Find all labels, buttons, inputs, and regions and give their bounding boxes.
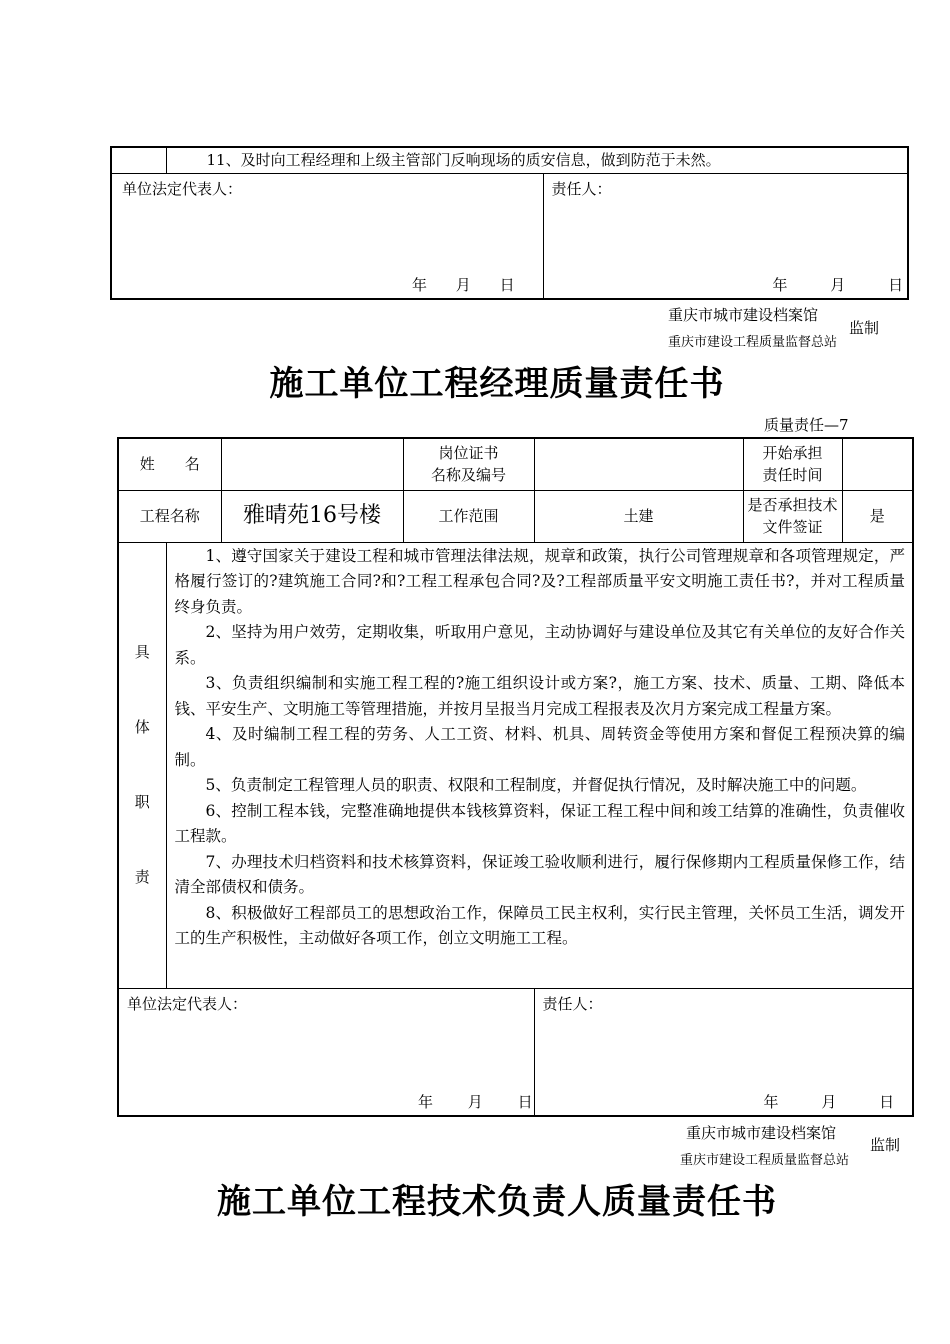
archive-org-name: 重庆市城市建设档案馆 (686, 1124, 837, 1142)
responsible-date (764, 1091, 895, 1113)
cert-label (403, 438, 534, 490)
date-day: 日 (499, 275, 515, 294)
responsible-cell (543, 173, 908, 299)
cert-label-line2: 名称及编号 (431, 466, 507, 485)
legal-rep-date (412, 274, 515, 296)
supervise-label: 监制 (849, 319, 880, 337)
start-time-value (842, 438, 913, 490)
date-year: 年 (772, 275, 788, 294)
duty-item: 4、及时编制工程工程的劳务、人工工资、材料、机具、周转资金等使用方案和督促工程预决算的编制。 (174, 725, 906, 769)
duties-list (166, 542, 913, 988)
responsible-label: 责任人： (551, 179, 612, 198)
date-day: 日 (517, 1092, 533, 1111)
duty-char: 责 (134, 868, 150, 886)
duty-item: 6、控制工程本钱，完整准确地提供本钱核算资料，保证工程工程中间和竣工结算的准确性，负责催收工程款。 (174, 801, 906, 845)
tech-sign-label (743, 490, 842, 542)
legal-rep-cell (118, 988, 534, 1116)
duty-item: 2、坚持为用户效劳，定期收集，听取用户意见，主动协调好与建设单位及其它有关单位的友好合作关系。 (174, 623, 906, 667)
quality-station-name: 重庆市建设工程质量监督总站 (668, 335, 838, 350)
duty-char: 具 (134, 643, 150, 661)
date-month: 月 (821, 1092, 837, 1111)
duty-label-cell (111, 147, 166, 173)
duty-char: 职 (134, 793, 150, 811)
start-time-label (743, 438, 842, 490)
form-code: 质量责任—7 (764, 416, 849, 434)
tech-sign-label-line2: 文件签证 (762, 518, 823, 536)
responsible-cell (534, 988, 913, 1116)
cert-value (534, 438, 743, 490)
manager-responsibility-table (117, 437, 914, 1117)
date-day: 日 (879, 1092, 895, 1111)
duty-char: 体 (134, 718, 150, 736)
responsible-label: 责任人： (542, 994, 603, 1013)
duty-item-11: 11、及时向工程经理和上级主管部门反响现场的质安信息，做到防范于未然。 (166, 147, 908, 173)
tech-sign-value: 是 (842, 490, 913, 542)
start-time-label-line2: 责任时间 (762, 466, 823, 485)
project-name-value: 雅晴苑16号楼 (221, 490, 403, 542)
date-year: 年 (763, 1092, 779, 1111)
page-title: 施工单位工程经理质量责任书 (269, 364, 725, 404)
date-month: 月 (467, 1092, 483, 1111)
duty-item: 7、办理技术归档资料和技术核算资料，保证竣工验收顺利进行，履行保修期内工程质量保修工作，结清全部债权和债务。 (174, 852, 906, 896)
date-year: 年 (418, 1092, 434, 1111)
legal-rep-cell (111, 173, 543, 299)
date-day: 日 (888, 275, 904, 294)
previous-form-table (110, 146, 909, 300)
work-scope-label: 工作范围 (403, 490, 534, 542)
archive-org-name: 重庆市城市建设档案馆 (668, 306, 819, 324)
responsible-date (773, 274, 904, 296)
quality-station-name: 重庆市建设工程质量监督总站 (680, 1153, 850, 1168)
supervise-label: 监制 (870, 1136, 901, 1154)
specific-duties-label (118, 542, 166, 988)
legal-rep-label: 单位法定代表人： (122, 179, 243, 198)
date-month: 月 (830, 275, 846, 294)
duty-item: 5、负责制定工程管理人员的职责、权限和工程制度，并督促执行情况，及时解决施工中的问题。 (205, 776, 867, 794)
duty-item: 1、遵守国家关于建设工程和城市管理法律法规，规章和政策，执行公司管理规章和各项管理规定，严格履行签订的?建筑施工合同?和?工程工程承包合同?及?工程部质量平安文明施工责任书?，并对工程质量终身负责。 (174, 546, 906, 616)
legal-rep-label: 单位法定代表人： (127, 994, 248, 1013)
name-value (221, 438, 403, 490)
next-page-title: 施工单位工程技术负责人质量责任书 (217, 1182, 777, 1222)
name-label: 姓 名 (118, 438, 221, 490)
date-month: 月 (455, 275, 471, 294)
work-scope-value: 土建 (534, 490, 743, 542)
start-time-label-line1: 开始承担 (762, 444, 823, 463)
cert-label-line1: 岗位证书 (438, 444, 499, 463)
project-name-label: 工程名称 (118, 490, 221, 542)
duty-item: 3、负责组织编制和实施工程工程的?施工组织设计或方案?，施工方案、技术、质量、工期、降低本钱、平安生产、文明施工等管理措施，并按月呈报当月完成工程报表及次月方案完成工程量方案。 (174, 674, 906, 718)
duty-item: 8、积极做好工程部员工的思想政治工作，保障员工民主权利，实行民主管理，关怀员工生活，调发开工的生产积极性，主动做好各项工作，创立文明施工工程。 (174, 903, 906, 947)
tech-sign-label-line1: 是否承担技术 (747, 496, 838, 514)
date-year: 年 (412, 275, 428, 294)
legal-rep-date (418, 1091, 533, 1113)
